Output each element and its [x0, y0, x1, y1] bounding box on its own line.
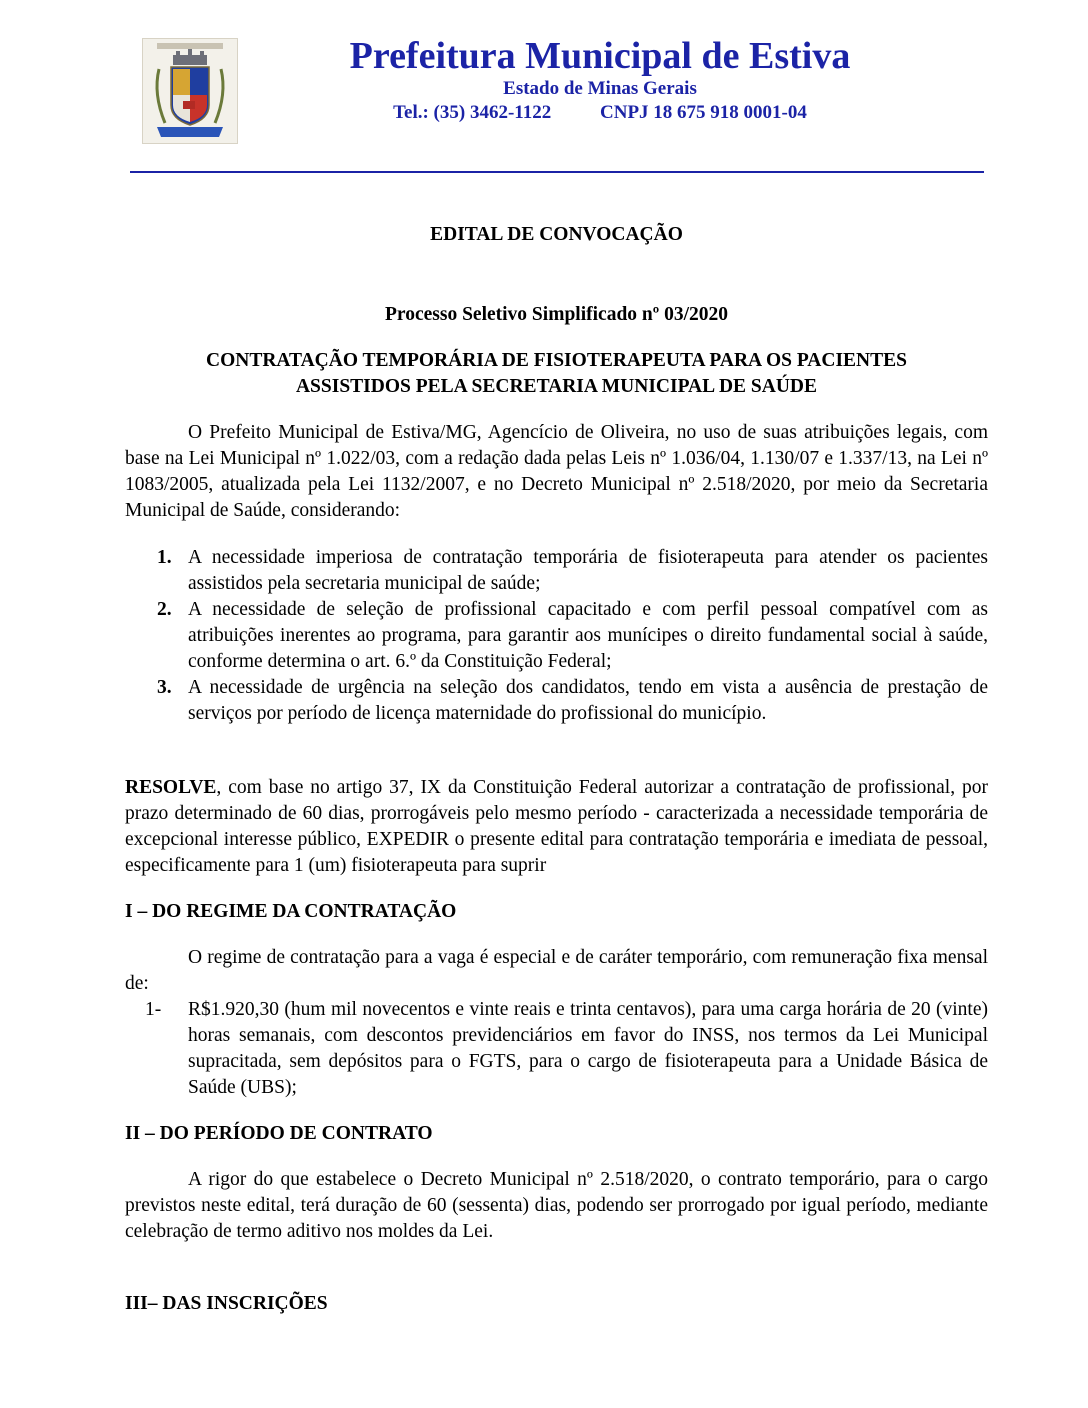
cnpj-number: CNPJ 18 675 918 0001-04: [600, 102, 807, 123]
section-1-title: I – DO REGIME DA CONTRATAÇÃO: [125, 901, 457, 922]
section-1-text: O regime de contratação para a vaga é especial e de caráter temporário, com remuneração fixa mensal de:: [125, 947, 988, 994]
list-item: 1. A necessidade imperiosa de contratação temporária de fisioterapeuta para atender os pacientes assistidos pela secretaria municipal de saúde;: [157, 547, 988, 594]
list-item: 3. A necessidade de urgência na seleção dos candidatos, tendo em vista a ausência de prestação de serviços por período de licença maternidade do profissional do município.: [157, 677, 988, 724]
intro-paragraph: O Prefeito Municipal de Estiva/MG, Agencício de Oliveira, no uso de suas atribuições legais, com base na Lei Municipal nº 1.022/03, com a redação dada pelas Leis nº 1.036/04, 1.130/07 e 1.337/13, na Lei nº 1083/2005, atualizada pela Lei 1132/2007, e no Decreto Municipal nº 2.518/2020, por meio da Secretaria Municipal de Saúde, considerando:: [125, 422, 988, 521]
section-2-title: II – DO PERÍODO DE CONTRATO: [125, 1123, 433, 1144]
contact-line: [240, 100, 960, 126]
municipality-title: Prefeitura Municipal de Estiva: [349, 35, 851, 77]
document-heading: EDITAL DE CONVOCAÇÃO: [430, 224, 683, 245]
subject-line-1: CONTRATAÇÃO TEMPORÁRIA DE FISIOTERAPEUTA PARA OS PACIENTES: [205, 350, 907, 371]
crest-emblem-icon: [143, 39, 237, 143]
considerations-list: [125, 545, 988, 727]
subject-line-2: ASSISTIDOS PELA SECRETARIA MUNICIPAL DE SAÚDE: [295, 376, 818, 397]
process-number: Processo Seletivo Simplificado nº 03/2020: [385, 304, 728, 325]
salary-list: [125, 997, 988, 1101]
list-item: 1- R$1.920,30 (hum mil novecentos e vinte reais e trinta centavos), para uma carga horária de 20 (vinte) horas semanais, com descontos previdenciários em favor do INSS, nos termos da Lei Municipal supracitada, sem depósitos para o FGTS, para o cargo de fisioterapeuta para a Unidade Básica de Saúde (UBS);: [145, 999, 988, 1098]
resolve-paragraph: RESOLVE, com base no artigo 37, IX da Constituição Federal autorizar a contratação de profissional, por prazo determinado de 60 dias, prorrogáveis pelo mesmo período - caracterizada a necessidade temporária de excepcional interesse público, EXPEDIR o presente edital para contratação temporária e imediata de pessoal, especificamente para 1 (um) fisioterapeuta para suprir: [125, 777, 988, 876]
phone-number: Tel.: (35) 3462-1122: [393, 102, 552, 123]
state-subtitle: Estado de Minas Gerais: [503, 78, 697, 99]
document-body: [125, 222, 988, 1317]
list-item: 2. A necessidade de seleção de profissional capacitado e com perfil pessoal compatível com as atribuições inerentes ao programa, para garantir aos munícipes o direito fundamental social à saúde, conforme determina o art. 6.º da Constituição Federal;: [157, 599, 988, 672]
section-3-title: III– DAS INSCRIÇÕES: [125, 1293, 328, 1314]
header-divider: [130, 171, 984, 174]
letterhead: [140, 34, 1000, 154]
section-2-text: A rigor do que estabelece o Decreto Municipal nº 2.518/2020, o contrato temporário, para o cargo previstos neste edital, terá duração de 60 (sessenta) dias, podendo ser prorrogado por igual período, mediante celebração de termo aditivo nos moldes da Lei.: [125, 1169, 988, 1242]
resolve-keyword: RESOLVE: [125, 777, 217, 798]
municipal-crest: [142, 38, 238, 144]
